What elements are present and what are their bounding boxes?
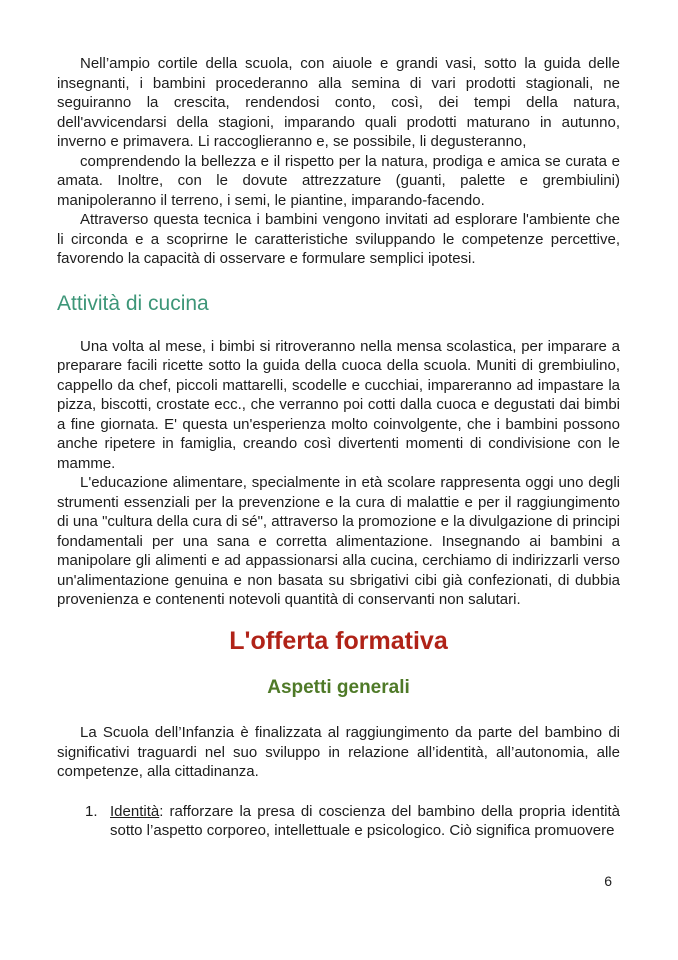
list-item-body: rafforzare la presa di coscienza del bambino della propria identità sotto l’aspetto corporeo, intellettuale e psicologico. Ciò significa promuovere: [110, 802, 620, 840]
section-heading-attivita-di-cucina: Attività di cucina: [57, 291, 209, 315]
list-item-text: [110, 802, 620, 841]
paragraph-garden-activity-3: Attraverso questa tecnica i bambini vengono invitati ad esplorare l'ambiente che li circonda e a scoprirne le caratteristiche sviluppando le competenze percettive, favorendo la capacità di osservare e formulare semplici ipotesi.: [57, 211, 620, 267]
main-title-offerta-formativa: L'offerta formativa: [229, 626, 448, 655]
paragraph-garden-activity-1: Nell’ampio cortile della scuola, con aiuole e grandi vasi, sotto la guida delle insegnanti, i bambini procederanno alla semina di vari prodotti stagionali, ne seguiranno la crescita, rendendosi conto, così, dei tempi della natura, dell'avvicendarsi della stagioni, imparando quali prodotti maturano in autunno, inverno e primavera. Li raccoglieranno e, se possibile, li degusteranno,: [57, 55, 620, 150]
list-item-term: Identità: [110, 802, 160, 820]
page-number: 6: [604, 873, 612, 889]
numbered-list: [85, 802, 620, 841]
list-item-number: 1.: [85, 802, 98, 820]
list-item-identita: [85, 802, 620, 841]
paragraph-intro-scuola-infanzia: La Scuola dell’Infanzia è finalizzata al raggiungimento da parte del bambino di significativi traguardi nel suo sviluppo in relazione all’identità, all’autonomia, alle competenze, alla cittadinanza.: [57, 724, 620, 781]
paragraph-cooking-activity-1: Una volta al mese, i bimbi si ritroveranno nella mensa scolastica, per imparare a preparare facili ricette sotto la guida della cuoca della scuola. Muniti di grembiulino, cappello da chef, piccoli mattarelli, scodelle e cucchiai, impareranno ad impastare la pizza, biscotti, crostate ecc., che verranno poi cotti dalla cuoca e degustati dai bimbi a fine giornata. E' questa un'esperienza molto coinvolgente, che i bambini possono anche ripetere in famiglia, creando così divertenti momenti di condivisione con le mamme.: [57, 337, 620, 472]
subtitle-aspetti-generali: Aspetti generali: [267, 676, 410, 698]
paragraph-cooking-activity-2: L'educazione alimentare, specialmente in età scolare rappresenta oggi uno degli strumenti essenziali per la prevenzione e la cura di malattie e per il raggiungimento di una "cultura della cura di sé", attraverso la promozione e la divulgazione di principi fondamentali per una sana e corretta alimentazione. Insegnando ai bambini a manipolare gli alimenti e ad appassionarsi alla cucina, cerchiamo di indirizzarli verso un'alimentazione genuina e non basata su sbrigativi cibi già confezionati, di dubbia provenienza e contenenti notevoli quantità di conservanti non salutari.: [57, 474, 620, 609]
list-item-separator: :: [159, 802, 170, 820]
paragraph-garden-activity-2: comprendendo la bellezza e il rispetto per la natura, prodiga e amica se curata e amata. Inoltre, con le dovute attrezzature (guanti, palette e grembiulini) manipoleranno il terreno, i semi, le piantine, imparando-facendo.: [57, 152, 620, 209]
